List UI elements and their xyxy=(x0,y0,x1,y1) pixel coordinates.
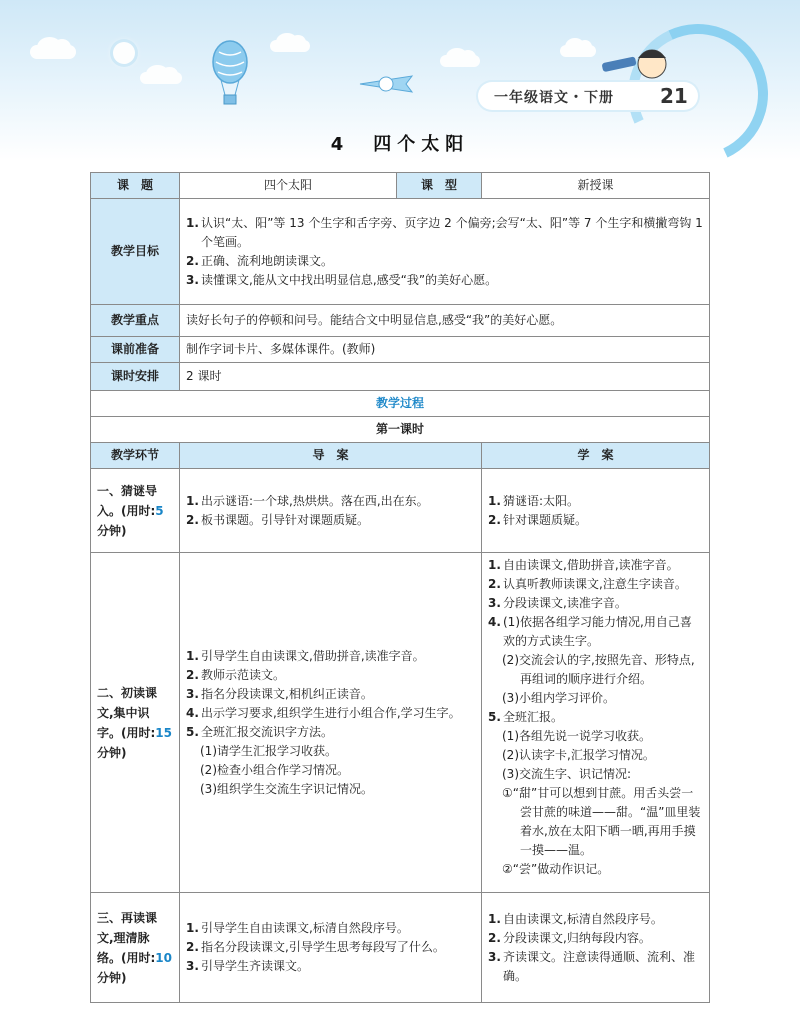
column-guide: 导 案 xyxy=(180,443,482,469)
prep-value: 制作字词卡片、多媒体课件。(教师) xyxy=(180,337,710,363)
guide-cell xyxy=(180,553,482,893)
list-item: 1. 认识“太、阳”等 13 个生字和舌字旁、页字边 2 个偏旁;会写“太、阳”等 7 个生字和横撇弯钩 1 个笔画。 xyxy=(186,215,703,249)
list-item: 3. 引导学生齐读课文。 xyxy=(186,959,310,973)
list-item: 4. 出示学习要求,组织学生进行小组合作,学习生字。 xyxy=(186,705,461,720)
list-item: 2. 分段读课文,归纳每段内容。 xyxy=(488,930,651,945)
book-title: 一年级语文・下册 xyxy=(494,90,614,106)
type-value: 新授课 xyxy=(482,173,710,199)
cloud-decoration xyxy=(30,45,76,59)
list-item: 4. (1)依据各组学习能力情况,用自己喜欢的方式读生字。 xyxy=(488,615,692,648)
study-cell xyxy=(482,469,710,553)
list-item: 2. 正确、流利地朗读课文。 xyxy=(186,253,334,268)
list-item: 1. 自由读课文,标清自然段序号。 xyxy=(488,911,663,926)
type-label: 课 型 xyxy=(397,173,482,199)
airplane-icon xyxy=(356,66,416,100)
period-title: 第一课时 xyxy=(91,417,710,443)
sun-icon xyxy=(113,42,135,64)
sub-item: (1)各组先说一说学习收获。 xyxy=(502,729,651,743)
stage-name: 一、猜谜导入。(用时:5 分钟) xyxy=(91,469,180,553)
table-row xyxy=(91,337,710,363)
table-row xyxy=(91,173,710,199)
sub-item: (3)小组内学习评价。 xyxy=(502,691,615,705)
stage-name: 三、再读课文,理清脉络。(用时:10 分钟) xyxy=(91,893,180,1003)
list-item: 2. 认真听教师读课文,注意生字读音。 xyxy=(488,577,687,591)
lesson-title: 4 四个太阳 xyxy=(330,134,470,155)
sub-item: ②“尝”做动作识记。 xyxy=(502,862,610,876)
goals-label: 教学目标 xyxy=(91,199,180,305)
table-row xyxy=(91,391,710,417)
cloud-decoration xyxy=(270,40,310,52)
sub-item: (1)请学生汇报学习收获。 xyxy=(200,743,337,758)
list-item: 2. 针对课题质疑。 xyxy=(488,512,588,527)
sub-item: (2)交流会认的字,按照先音、形特点,再组词的顺序进行介绍。 xyxy=(502,653,695,686)
process-title: 教学过程 xyxy=(91,391,710,417)
sub-item: (3)组织学生交流生字识记情况。 xyxy=(200,781,373,796)
study-cell xyxy=(482,893,710,1003)
hot-air-balloon-icon xyxy=(210,40,250,110)
hours-label: 课时安排 xyxy=(91,363,180,391)
table-row xyxy=(91,305,710,337)
topic-label: 课 题 xyxy=(91,173,180,199)
table-row xyxy=(91,199,710,305)
table-row xyxy=(91,363,710,391)
sub-item: (2)检查小组合作学习情况。 xyxy=(200,762,349,777)
hours-value: 2 课时 xyxy=(180,363,710,391)
lesson-plan-table xyxy=(90,172,710,1003)
list-item: 1. 猜谜语:太阳。 xyxy=(488,493,580,508)
list-item: 2. 板书课题。引导针对课题质疑。 xyxy=(186,512,370,527)
list-item: 2. 指名分段读课文,引导学生思考每段写了什么。 xyxy=(186,940,445,954)
goals-cell xyxy=(180,199,710,305)
focus-value: 读好长句子的停顿和问号。能结合文中明显信息,感受“我”的美好心愿。 xyxy=(180,305,710,337)
table-row xyxy=(91,417,710,443)
list-item: 2. 教师示范读文。 xyxy=(186,667,286,682)
page-number: 21 xyxy=(660,84,688,108)
list-item: 3. 分段读课文,读准字音。 xyxy=(488,596,627,610)
prep-label: 课前准备 xyxy=(91,337,180,363)
sub-item: ①“甜”甘可以想到甘蔗。用舌头尝一尝甘蔗的味道——甜。“温”皿里装着水,放在太阳下晒一晒,再用手摸一摸——温。 xyxy=(502,786,701,857)
list-item: 5. 全班汇报交流识字方法。 xyxy=(186,724,334,739)
sub-item: (3)交流生字、识记情况: xyxy=(502,767,632,781)
table-row xyxy=(91,893,710,1003)
list-item: 1. 引导学生自由读课文,标清自然段序号。 xyxy=(186,921,409,935)
topic-value: 四个太阳 xyxy=(180,173,397,199)
guide-cell xyxy=(180,469,482,553)
list-item: 1. 自由读课文,借助拼音,读准字音。 xyxy=(488,558,679,572)
stage-name: 二、初读课文,集中识字。(用时:15 分钟) xyxy=(91,553,180,893)
guide-cell xyxy=(180,893,482,1003)
cloud-decoration xyxy=(560,45,596,57)
list-item: 3. 读懂课文,能从文中找出明显信息,感受“我”的美好心愿。 xyxy=(186,272,498,287)
table-row xyxy=(91,443,710,469)
sub-item: (2)认读字卡,汇报学习情况。 xyxy=(502,748,655,762)
list-item: 3. 齐读课文。注意读得通顺、流利、准确。 xyxy=(488,949,696,983)
table-row xyxy=(91,553,710,893)
list-item: 1. 引导学生自由读课文,借助拼音,读准字音。 xyxy=(186,648,425,663)
column-stage: 教学环节 xyxy=(91,443,180,469)
list-item: 1. 出示谜语:一个球,热烘烘。落在西,出在东。 xyxy=(186,493,429,508)
list-item: 3. 指名分段读课文,相机纠正读音。 xyxy=(186,686,373,701)
cloud-decoration xyxy=(140,72,182,84)
focus-label: 教学重点 xyxy=(91,305,180,337)
study-cell xyxy=(482,553,710,893)
table-row xyxy=(91,469,710,553)
cloud-decoration xyxy=(440,55,480,67)
column-study: 学 案 xyxy=(482,443,710,469)
list-item: 5. 全班汇报。 xyxy=(488,710,564,724)
